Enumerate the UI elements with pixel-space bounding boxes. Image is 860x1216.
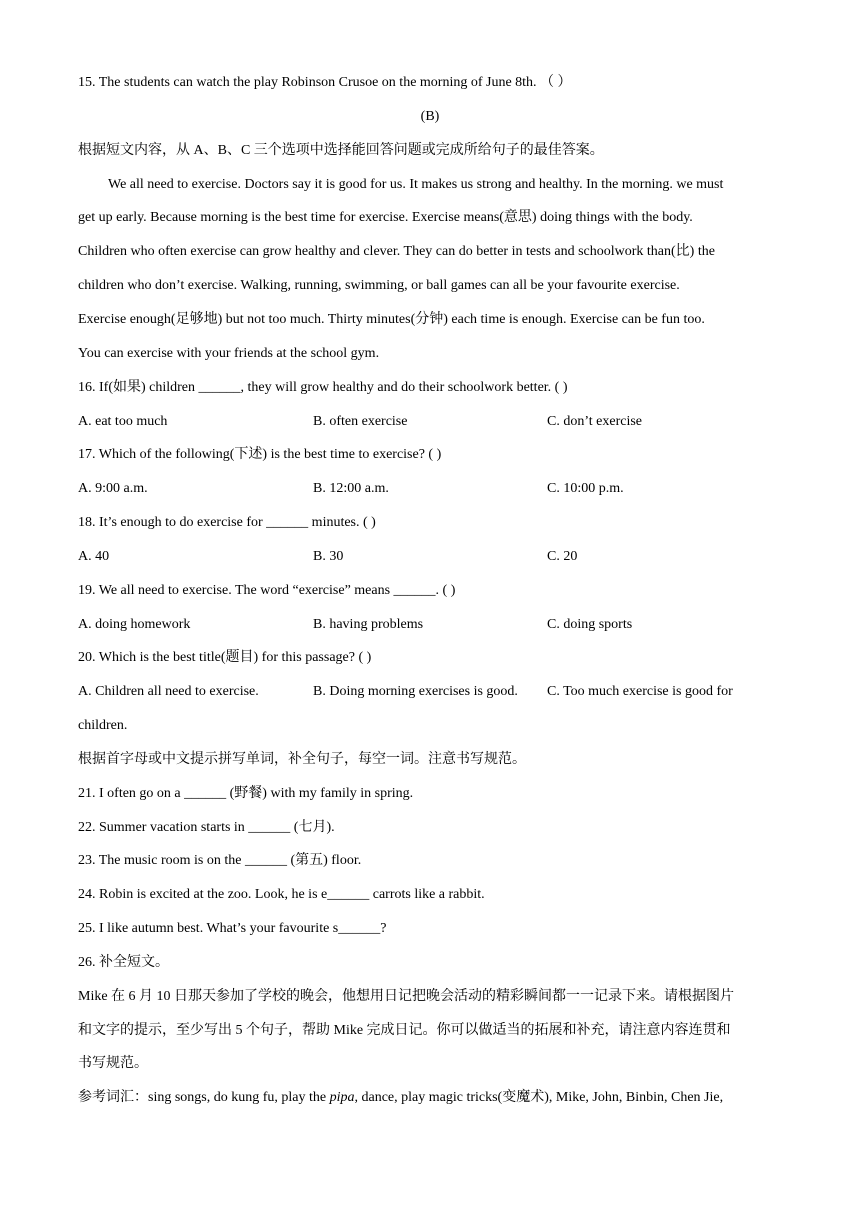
question-16-option-b: B. often exercise	[313, 414, 408, 429]
question-17-stem: 17. Which of the following(下述) is the best time to exercise? ( )	[78, 447, 442, 462]
spelling-instruction: 根据首字母或中文提示拼写单词，补全句子，每空一词。注意书写规范。	[78, 752, 526, 767]
question-17-option-b: B. 12:00 a.m.	[313, 481, 389, 496]
question-16-stem: 16. If(如果) children ______, they will grow healthy and do their schoolwork better. ( )	[78, 380, 568, 395]
passage-line: get up early. Because morning is the best time for exercise. Exercise means(意思) doing things with the body.	[78, 210, 693, 225]
question-23: 23. The music room is on the ______ (第五) floor.	[78, 853, 362, 868]
question-24: 24. Robin is excited at the zoo. Look, he is e______ carrots like a rabbit.	[78, 887, 485, 902]
question-25: 25. I like autumn best. What’s your favourite s______?	[78, 921, 387, 936]
question-20-option-c: C. Too much exercise is good for	[547, 684, 733, 699]
question-20-option-a: A. Children all need to exercise.	[78, 684, 259, 699]
question-22: 22. Summer vacation starts in ______ (七月).	[78, 820, 335, 835]
passage-line: children who don’t exercise. Walking, running, swimming, or ball games can all be your favourite exercise.	[78, 278, 680, 293]
question-20-option-c-continued: children.	[78, 718, 128, 733]
writing-instruction-line: 和文字的提示，至少写出 5 个句子，帮助 Mike 完成日记。你可以做适当的拓展和补充，请注意内容连贯和	[78, 1023, 731, 1038]
question-19-option-b: B. having problems	[313, 617, 424, 632]
question-18-option-c: C. 20	[547, 549, 578, 564]
reference-vocabulary	[78, 1089, 723, 1107]
writing-instruction-line: Mike 在 6 月 10 日那天参加了学校的晚会，他想用日记把晚会活动的精彩瞬间都一一记录下来。请根据图片	[78, 989, 735, 1004]
question-17-option-a: A. 9:00 a.m.	[78, 481, 148, 496]
question-16-option-c: C. don’t exercise	[547, 414, 642, 429]
question-18-stem: 18. It’s enough to do exercise for ______ minutes. ( )	[78, 515, 376, 530]
question-20-option-b: B. Doing morning exercises is good.	[313, 684, 518, 699]
section-heading-b: (B)	[420, 109, 440, 124]
question-15: 15. The students can watch the play Robinson Crusoe on the morning of June 8th. （ ）	[78, 75, 572, 90]
question-19-option-a: A. doing homework	[78, 617, 191, 632]
question-18-option-b: B. 30	[313, 549, 344, 564]
vocab-italic-pipa: pipa	[329, 1090, 355, 1105]
vocab-prefix: 参考词汇：sing songs, do kung fu, play the	[78, 1090, 330, 1105]
question-19-stem: 19. We all need to exercise. The word “exercise” means ______. ( )	[78, 583, 456, 598]
passage-line: We all need to exercise. Doctors say it is good for us. It makes us strong and healthy. In the morning. we must	[108, 177, 724, 192]
question-21: 21. I often go on a ______ (野餐) with my family in spring.	[78, 786, 414, 801]
passage-line: Exercise enough(足够地) but not too much. Thirty minutes(分钟) each time is enough. Exercise can be fun too.	[78, 312, 705, 327]
question-20-stem: 20. Which is the best title(题目) for this passage? ( )	[78, 650, 372, 665]
passage-line: Children who often exercise can grow healthy and clever. They can do better in tests and schoolwork than(比) the	[78, 244, 715, 259]
question-26: 26. 补全短文。	[78, 955, 169, 970]
writing-instruction-line: 书写规范。	[78, 1056, 148, 1071]
question-19-option-c: C. doing sports	[547, 617, 633, 632]
vocab-suffix: , dance, play magic tricks(变魔术), Mike, John, Binbin, Chen Jie,	[354, 1090, 724, 1105]
question-18-option-a: A. 40	[78, 549, 110, 564]
passage-line: You can exercise with your friends at the school gym.	[78, 346, 380, 361]
reading-instruction: 根据短文内容，从 A、B、C 三个选项中选择能回答问题或完成所给句子的最佳答案。	[78, 143, 604, 158]
question-16-option-a: A. eat too much	[78, 414, 168, 429]
question-17-option-c: C. 10:00 p.m.	[547, 481, 624, 496]
